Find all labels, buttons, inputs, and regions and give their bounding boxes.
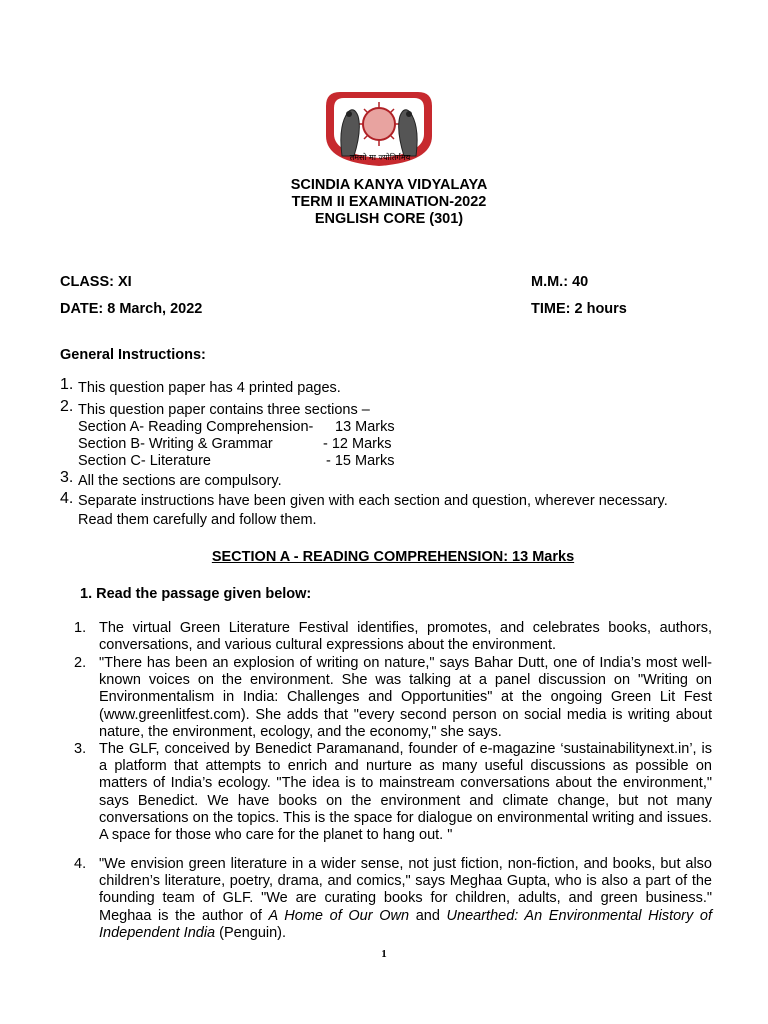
- instruction-item: This question paper contains three sections –: [78, 402, 370, 418]
- section-a-marks-value: 13 Marks: [335, 419, 395, 435]
- date-label: DATE: 8 March, 2022: [60, 301, 203, 317]
- instruction-item: Separate instructions have been given with each section and question, wherever necessary.: [78, 493, 668, 509]
- passage-paragraph: "There has been an explosion of writing on nature," says Bahar Dutt, one of India’s most well-known voices on the environment. She was talking at a panel discussion on "Writing on Environmentalism in India: Challenges and Opportunities" at the ongoing Green Lit Fest (www.greenlitfest.com). She adds that "every second person on social media is writing about nature, the environment, ecology, and the economy," she says.: [99, 655, 712, 740]
- section-c-marks-name: Section C- Literature: [78, 453, 211, 469]
- logo-motto: तमसो मा ज्योतिर्गमय: [349, 153, 411, 162]
- passage-paragraph: [99, 856, 712, 942]
- section-a-title: SECTION A - READING COMPREHENSION: 13 Marks: [211, 549, 575, 565]
- publisher: (Penguin).: [219, 924, 287, 941]
- passage-paragraph: The virtual Green Literature Festival identifies, promotes, and celebrates books, authors, conversations, and various cultural expressions about the environment.: [99, 620, 712, 654]
- instruction-item: This question paper has 4 printed pages.: [78, 380, 341, 396]
- instruction-number: 2.: [60, 398, 74, 415]
- class-label: CLASS: XI: [60, 274, 132, 290]
- time-label: TIME: 2 hours: [531, 301, 627, 317]
- instruction-number: 4.: [60, 490, 74, 507]
- paragraph-number: 1.: [74, 620, 87, 636]
- school-name: SCINDIA KANYA VIDYALAYA: [290, 177, 488, 193]
- instruction-item: All the sections are compulsory.: [78, 473, 282, 489]
- passage-paragraph: The GLF, conceived by Benedict Paramanand, founder of e-magazine ‘sustainabilitynext.in’, is a platform that attempts to enrich and nurture as many useful discussions as possible on matters of India’s ecology. "The idea is to mainstream conversations about the environment," says Benedict. We have books on the environment and climate change, but not many conversations on the topics. This is the space for dialogue on environmental writing and issues. A space for those who care for the planet to hang out. ": [99, 741, 712, 844]
- paragraph-number: 3.: [74, 741, 87, 757]
- paragraph-number: 2.: [74, 655, 87, 671]
- conjunction: and: [415, 907, 440, 924]
- instructions-heading: General Instructions:: [60, 347, 206, 363]
- instruction-number: 3.: [60, 469, 74, 486]
- max-marks-label: M.M.: 40: [531, 274, 589, 290]
- section-a-marks-name: Section A- Reading Comprehension-: [78, 419, 314, 435]
- page-number: 1: [381, 948, 387, 960]
- paragraph-text: "We envision green literature in a wider sense, not just fiction, non-fiction, and books, but also children’s literature, poetry, drama, and comics," says Meghaa Gupta, who is also a part of the founding team of GLF. "We are curating books for children, adults, and green business." Meghaa is the author of: [99, 856, 712, 924]
- instruction-item-continuation: Read them carefully and follow them.: [78, 512, 317, 528]
- book-title: Unearthed: An Environmental History of Independent India: [99, 907, 712, 941]
- section-b-marks-value: - 12 Marks: [323, 436, 392, 452]
- question-1-prompt: 1. Read the passage given below:: [80, 586, 312, 602]
- exam-title: TERM II EXAMINATION-2022: [291, 194, 487, 210]
- instruction-number: 1.: [60, 376, 74, 393]
- subject-title: ENGLISH CORE (301): [314, 211, 464, 227]
- section-c-marks-value: - 15 Marks: [326, 453, 395, 469]
- section-b-marks-name: Section B- Writing & Grammar: [78, 436, 273, 452]
- paragraph-number: 4.: [74, 856, 87, 872]
- book-title: A Home of Our Own: [268, 907, 410, 924]
